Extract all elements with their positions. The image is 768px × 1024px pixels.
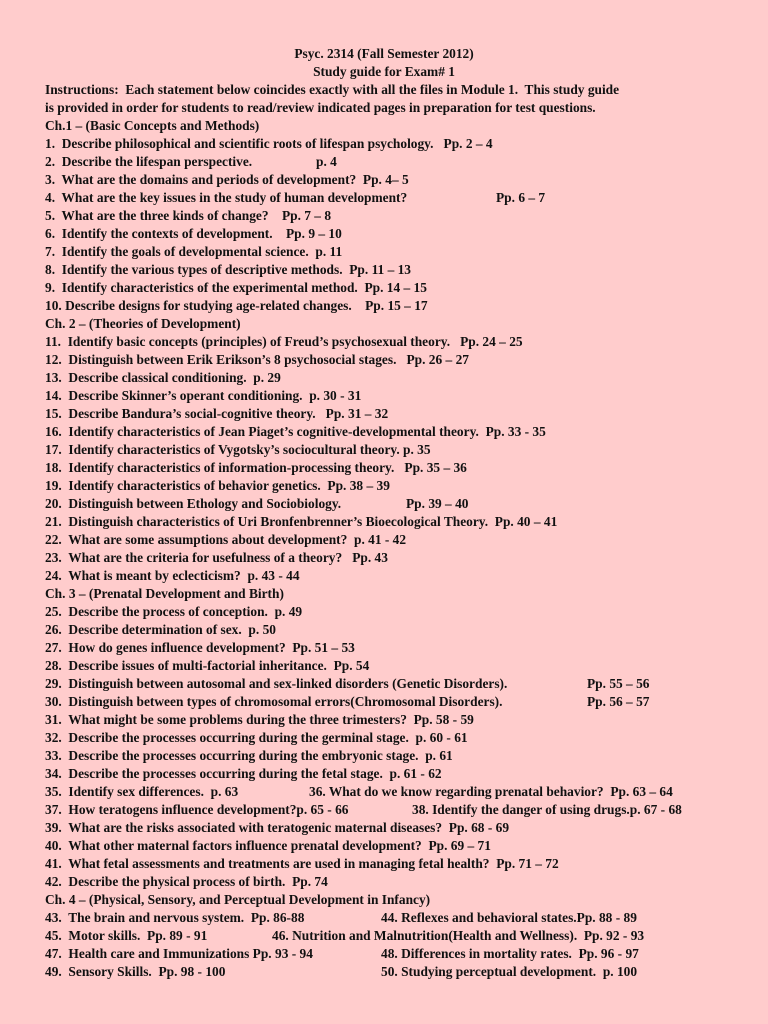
list-item: 6. Identify the contexts of development. Pp. 9 – 10 — [45, 226, 342, 241]
list-item: 38. Identify the danger of using drugs.p. 67 - 68 — [412, 802, 682, 817]
list-item: 1. Describe philosophical and scientific roots of lifespan psychology. Pp. 2 – 4 — [45, 136, 493, 151]
list-item: 17. Identify characteristics of Vygotsky’s sociocultural theory. p. 35 — [45, 442, 431, 457]
list-item: 47. Health care and Immunizations Pp. 93 - 94 — [45, 946, 313, 961]
list-item: 46. Nutrition and Malnutrition(Health and Wellness). Pp. 92 - 93 — [272, 928, 645, 943]
list-item: 27. How do genes influence development? Pp. 51 – 53 — [45, 640, 355, 655]
list-item: 5. What are the three kinds of change? Pp. 7 – 8 — [45, 208, 332, 223]
list-item: 28. Describe issues of multi-factorial inheritance. Pp. 54 — [45, 658, 370, 673]
page-reference: Pp. 39 – 40 — [406, 496, 469, 511]
list-item: 41. What fetal assessments and treatments are used in managing fetal health? Pp. 71 – 72 — [45, 856, 559, 871]
list-item: 35. Identify sex differences. p. 63 — [45, 784, 239, 799]
list-item: 23. What are the criteria for usefulness of a theory? Pp. 43 — [45, 550, 388, 565]
list-item: 20. Distinguish between Ethology and Sociobiology. — [45, 496, 342, 511]
list-item: 33. Describe the processes occurring during the embryonic stage. p. 61 — [45, 748, 453, 763]
page-reference: Pp. 55 – 56 — [587, 676, 650, 691]
page-reference: Pp. 56 – 57 — [587, 694, 650, 709]
document-title: Study guide for Exam# 1 — [313, 64, 455, 79]
chapter-heading: Ch. 3 – (Prenatal Development and Birth) — [45, 586, 284, 601]
list-item: 15. Describe Bandura’s social-cognitive theory. Pp. 31 – 32 — [45, 406, 389, 421]
instructions-line: is provided in order for students to read/review indicated pages in preparation for test questions. — [45, 100, 596, 115]
course-title: Psyc. 2314 (Fall Semester 2012) — [294, 46, 474, 61]
list-item: 3. What are the domains and periods of development? Pp. 4– 5 — [45, 172, 409, 187]
list-item: 12. Distinguish between Erik Erikson’s 8 psychosocial stages. Pp. 26 – 27 — [45, 352, 469, 367]
list-item: 48. Differences in mortality rates. Pp. 96 - 97 — [381, 946, 639, 961]
list-item: 18. Identify characteristics of information-processing theory. Pp. 35 – 36 — [45, 460, 467, 475]
list-item: 13. Describe classical conditioning. p. 29 — [45, 370, 281, 385]
list-item: 19. Identify characteristics of behavior genetics. Pp. 38 – 39 — [45, 478, 390, 493]
list-item: 30. Distinguish between types of chromosomal errors(Chromosomal Disorders). — [45, 694, 503, 709]
chapter-heading: Ch. 4 – (Physical, Sensory, and Perceptual Development in Infancy) — [45, 892, 431, 907]
list-item: 37. How teratogens influence development?p. 65 - 66 — [45, 802, 349, 817]
list-item: 32. Describe the processes occurring during the germinal stage. p. 60 - 61 — [45, 730, 468, 745]
list-item: 40. What other maternal factors influence prenatal development? Pp. 69 – 71 — [45, 838, 491, 853]
chapter-heading: Ch.1 – (Basic Concepts and Methods) — [45, 118, 260, 133]
list-item: 7. Identify the goals of developmental science. p. 11 — [45, 244, 343, 259]
list-item: 44. Reflexes and behavioral states.Pp. 88 - 89 — [381, 910, 637, 925]
list-item: 34. Describe the processes occurring during the fetal stage. p. 61 - 62 — [45, 766, 442, 781]
list-item: 11. Identify basic concepts (principles) of Freud’s psychosexual theory. Pp. 24 – 25 — [45, 334, 523, 349]
list-item: 50. Studying perceptual development. p. 100 — [381, 964, 638, 979]
list-item: 25. Describe the process of conception. p. 49 — [45, 604, 303, 619]
list-item: 10. Describe designs for studying age-related changes. Pp. 15 – 17 — [45, 298, 428, 313]
list-item: 21. Distinguish characteristics of Uri Bronfenbrenner’s Bioecological Theory. Pp. 40 – 41 — [45, 514, 558, 529]
list-item: 8. Identify the various types of descriptive methods. Pp. 11 – 13 — [45, 262, 412, 277]
list-item: 49. Sensory Skills. Pp. 98 - 100 — [45, 964, 226, 979]
list-item: 31. What might be some problems during the three trimesters? Pp. 58 - 59 — [45, 712, 474, 727]
list-item: 16. Identify characteristics of Jean Piaget’s cognitive-developmental theory. Pp. 33 - 35 — [45, 424, 546, 439]
page-reference: p. 4 — [316, 154, 337, 169]
list-item: 14. Describe Skinner’s operant conditioning. p. 30 - 31 — [45, 388, 362, 403]
list-item: 22. What are some assumptions about development? p. 41 - 42 — [45, 532, 407, 547]
chapter-heading: Ch. 2 – (Theories of Development) — [45, 316, 241, 331]
list-item: 42. Describe the physical process of birth. Pp. 74 — [45, 874, 328, 889]
list-item: 29. Distinguish between autosomal and sex-linked disorders (Genetic Disorders). — [45, 676, 508, 691]
list-item: 45. Motor skills. Pp. 89 - 91 — [45, 928, 208, 943]
list-item: 26. Describe determination of sex. p. 50 — [45, 622, 276, 637]
page-reference: Pp. 6 – 7 — [496, 190, 546, 205]
list-item: 43. The brain and nervous system. Pp. 86-88 — [45, 910, 305, 925]
list-item: 24. What is meant by eclecticism? p. 43 - 44 — [45, 568, 300, 583]
list-item: 9. Identify characteristics of the experimental method. Pp. 14 – 15 — [45, 280, 427, 295]
list-item: 4. What are the key issues in the study of human development? — [45, 190, 408, 205]
list-item: 36. What do we know regarding prenatal behavior? Pp. 63 – 64 — [309, 784, 673, 799]
list-item: 2. Describe the lifespan perspective. — [45, 154, 253, 169]
list-item: 39. What are the risks associated with teratogenic maternal diseases? Pp. 68 - 69 — [45, 820, 510, 835]
instructions-line: Instructions: Each statement below coincides exactly with all the files in Module 1. This study guide — [45, 82, 620, 97]
